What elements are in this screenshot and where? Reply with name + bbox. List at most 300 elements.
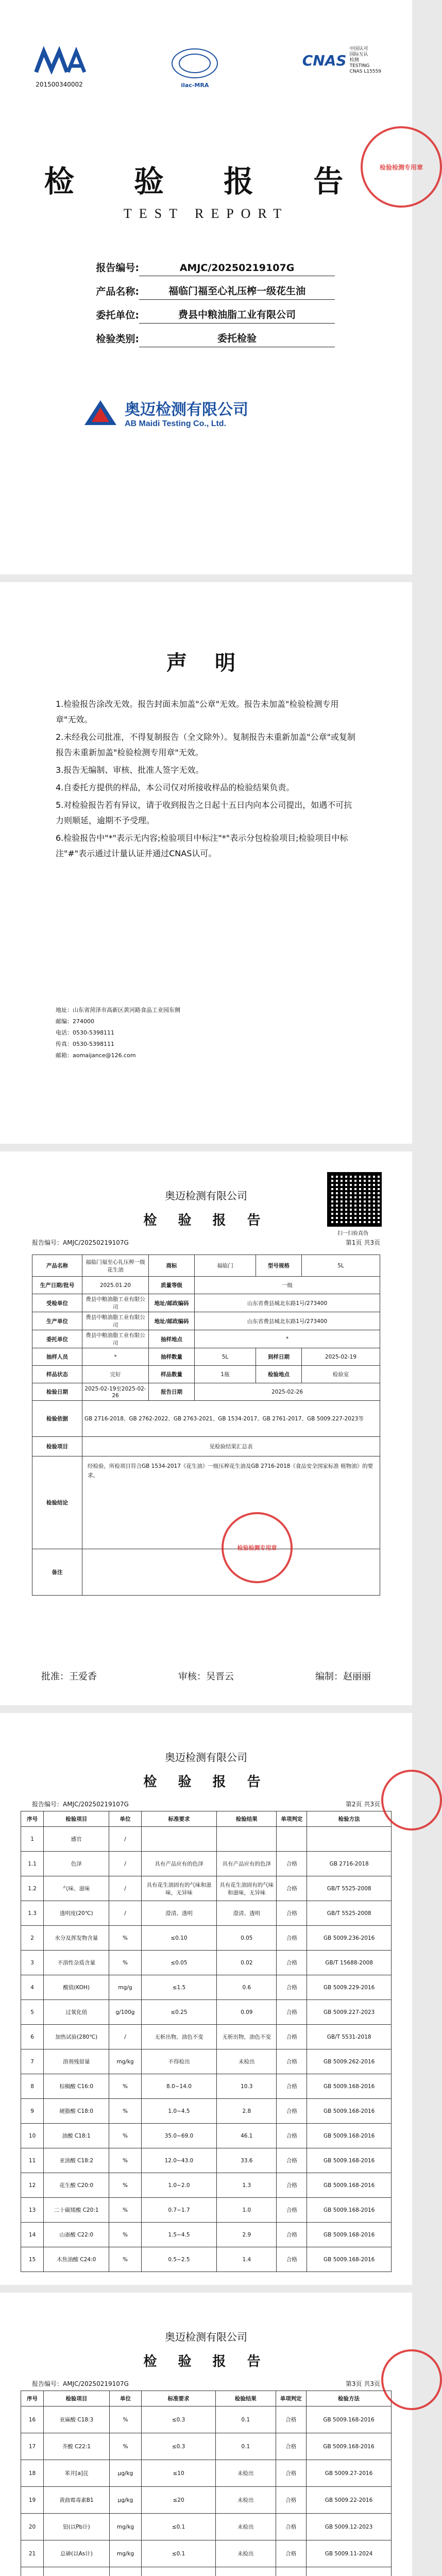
- table-row: [32, 1255, 380, 1277]
- table-cell: ≤0.1: [142, 2514, 216, 2540]
- table-cell: GB 5009.168-2016: [307, 2074, 392, 2099]
- cell-label: 备注: [32, 1549, 82, 1596]
- report-number: 报告编号：AMJC/20250219107G: [32, 1239, 129, 1246]
- table-row: [21, 2025, 392, 2049]
- table-row: [21, 1876, 392, 1901]
- table-cell: GB 5009.168-2016: [307, 2406, 392, 2433]
- table-cell: 17: [21, 2433, 44, 2460]
- table-cell: GB 5009.11-2024: [307, 2540, 392, 2567]
- table-cell: 1.3: [21, 1901, 44, 1926]
- table-cell: 10.3: [217, 2074, 277, 2099]
- table-cell: %: [109, 2099, 141, 2124]
- table-cell: [44, 2567, 110, 2576]
- cell-label: 检验地点: [256, 1366, 302, 1383]
- table-cell: 7: [21, 2049, 44, 2074]
- table-row: [32, 1348, 380, 1366]
- table-row: [21, 2514, 392, 2540]
- table-cell: 合格: [277, 2124, 307, 2148]
- table-cell: 合格: [277, 2173, 307, 2198]
- table-header-row: [21, 1811, 392, 1827]
- table-cell: mg/kg: [109, 2540, 141, 2567]
- table-cell: GB 5009.27-2016: [307, 2460, 392, 2487]
- table-cell: %: [109, 2247, 141, 2272]
- column-header: 单项判定: [276, 2391, 306, 2406]
- cnas-line: 国际互认: [349, 52, 368, 57]
- table-cell: GB/T 5531-2018: [307, 2025, 392, 2049]
- column-header: 单位: [109, 1811, 141, 1827]
- report-number: 报告编号：AMJC/20250219107G: [32, 1801, 129, 1808]
- table-cell: 铅(以Pb计): [44, 2514, 110, 2540]
- table-row: [21, 2406, 392, 2433]
- table-cell: 12.0~43.0: [141, 2148, 216, 2173]
- contact-line: 传真：0530-5398111: [56, 1041, 114, 1047]
- cell-value: 福临门福至心礼压榨一级花生油: [82, 1255, 149, 1277]
- page-number: 第3页 共3页: [345, 2380, 380, 2387]
- table-cell: 合格: [277, 1901, 307, 1926]
- table-cell: g/100g: [109, 2000, 141, 2025]
- table-cell: ≤0.25: [141, 2000, 216, 2025]
- table-cell: ≤10: [142, 2460, 216, 2487]
- table-row: [32, 1437, 380, 1456]
- table-cell: ≤20: [142, 2487, 216, 2514]
- table-row: [32, 1366, 380, 1383]
- table-cell: [216, 2567, 276, 2576]
- table-cell: 0.1: [216, 2433, 276, 2460]
- cell-value: 2025-02-19至2025-02-26: [82, 1383, 149, 1401]
- table-cell: ≤0.05: [141, 1951, 216, 1975]
- cell-value: 费县中粮油脂工业有限公司: [82, 1294, 149, 1312]
- table-cell: GB/T 5525-2008: [307, 1876, 392, 1901]
- table-row: [21, 2247, 392, 2272]
- info-row: [67, 324, 335, 347]
- cell-label: 质量等级: [149, 1277, 195, 1294]
- cma-logo: [31, 46, 88, 88]
- column-header: 序号: [21, 1811, 44, 1827]
- table-row: [32, 1456, 380, 1549]
- table-cell: 0.5~2.5: [141, 2247, 216, 2272]
- table-cell: 0.1: [216, 2406, 276, 2433]
- table-cell: 色泽: [44, 1852, 109, 1876]
- table-row: [21, 2487, 392, 2514]
- cell-value: 山东省费县城北东路1号/273400: [195, 1312, 380, 1330]
- table-row: [21, 1852, 392, 1876]
- table-cell: 棕榈酸 C16:0: [44, 2074, 109, 2099]
- cma-number: 201500340002: [36, 81, 83, 88]
- table-cell: GB 5009.168-2016: [307, 2099, 392, 2124]
- qr-label: 扫一扫验真伪: [337, 1231, 368, 1236]
- table-cell: 未检出: [216, 2514, 276, 2540]
- table-cell: 0.09: [217, 2000, 277, 2025]
- table-cell: 酸值(KOH): [44, 1975, 109, 2000]
- table-cell: %: [109, 2198, 141, 2223]
- table-cell: mg/kg: [109, 2514, 141, 2540]
- cover-stamp: [361, 126, 442, 208]
- table-cell: 具有花生油固有的气味和滋味，无异味: [141, 1876, 216, 1901]
- cover-title: 检 验 报 告: [44, 164, 368, 199]
- column-header: 检验项目: [44, 2391, 110, 2406]
- cell-label: 样品状态: [32, 1366, 82, 1383]
- table-row: [21, 2148, 392, 2173]
- column-header: 序号: [21, 2391, 44, 2406]
- side-stamp: [381, 1770, 442, 1831]
- signature-row: [41, 1669, 371, 1683]
- table-cell: GB 5009.22-2016: [307, 2487, 392, 2514]
- table-cell: GB 5009.168-2016: [307, 2223, 392, 2247]
- statement-item: 4.自委托方提供的样品，本公司仅对所接收样品的检验结果负责。: [56, 783, 295, 792]
- table-cell: μg/kg: [109, 2460, 141, 2487]
- table-cell: 合格: [276, 2540, 306, 2567]
- info-value: 福临门福至心礼压榨一级花生油: [139, 283, 335, 300]
- column-header: 检验项目: [44, 1811, 109, 1827]
- cover-subtitle: TEST REPORT: [123, 206, 289, 221]
- table-cell: 3: [21, 1951, 44, 1975]
- table-cell: GB 5009.168-2016: [307, 2173, 392, 2198]
- table-cell: [141, 1827, 216, 1852]
- table-cell: 1.0: [217, 2198, 277, 2223]
- cell-value: 费县中粮油脂工业有限公司: [82, 1312, 149, 1330]
- table-cell: 未检出: [217, 2049, 277, 2074]
- table-cell: /: [109, 2025, 141, 2049]
- table-cell: 具有产品应有的色泽: [141, 1852, 216, 1876]
- table-cell: GB 2716-2018: [307, 1852, 392, 1876]
- info-label: 检验类别:: [96, 333, 139, 345]
- table-cell: 二十碳烯酸 C20:1: [44, 2198, 109, 2223]
- info-label: 报告编号:: [96, 262, 139, 274]
- page-company: 奥迈检测有限公司: [165, 1190, 247, 1202]
- table-row: [21, 1975, 392, 2000]
- statement-item: 2.未经我公司批准，不得复制报告（全文除外）。复制报告未重新加盖"公章"或复制报告未重新加盖"检验检测专用章"无效。: [56, 732, 355, 757]
- company-name-en: AB Maidi Testing Co., Ltd.: [125, 419, 227, 428]
- cell-value: *: [82, 1348, 149, 1366]
- table-row: [32, 1277, 380, 1294]
- statement-heading: 声 明: [166, 651, 246, 675]
- table-cell: 10: [21, 2124, 44, 2148]
- table-cell: 11: [21, 2148, 44, 2173]
- table-cell: 13: [21, 2198, 44, 2223]
- column-header: 标准要求: [142, 2391, 216, 2406]
- cell-label: 抽样人员: [32, 1348, 82, 1366]
- report-page-1: [0, 1151, 412, 1705]
- table-cell: GB 5009.229-2016: [307, 1975, 392, 2000]
- table-cell: 12: [21, 2173, 44, 2198]
- table-cell: 合格: [277, 1876, 307, 1901]
- table-cell: [307, 2567, 392, 2576]
- info-row: [67, 276, 335, 300]
- table-cell: 澄清、透明: [217, 1901, 277, 1926]
- table-cell: 总砷(以As计): [44, 2540, 110, 2567]
- table-cell: 具有产品应有的色泽: [217, 1852, 277, 1876]
- table-cell: [217, 1827, 277, 1852]
- info-value: 委托检验: [139, 331, 335, 347]
- editor: 编制：赵丽丽: [315, 1671, 371, 1682]
- table-cell: 合格: [277, 2223, 307, 2247]
- table-cell: 0.7~1.7: [141, 2198, 216, 2223]
- cell-label: 生产日期/批号: [32, 1277, 82, 1294]
- cell-label: 检验结论: [32, 1456, 82, 1549]
- table-cell: GB 5009.168-2016: [307, 2198, 392, 2223]
- table-cell: 花生酸 C20:0: [44, 2173, 109, 2198]
- cell-value: 见检验结果汇总表: [82, 1437, 380, 1456]
- results-table: [21, 2391, 392, 2576]
- page-number: 第2页 共3页: [345, 1801, 380, 1808]
- table-cell: 4: [21, 1975, 44, 2000]
- table-cell: 不得检出: [141, 2049, 216, 2074]
- table-cell: %: [109, 2433, 141, 2460]
- table-cell: GB 5009.262-2016: [307, 2049, 392, 2074]
- cell-label: 报告日期: [149, 1383, 195, 1401]
- table-cell: /: [109, 1852, 141, 1876]
- cover-page: [0, 0, 423, 574]
- cell-label: 地址/邮政编码: [149, 1312, 195, 1330]
- info-row: [67, 300, 335, 324]
- table-cell: ≤0.1: [142, 2540, 216, 2567]
- cell-label: 抽样地点: [149, 1330, 195, 1348]
- table-cell: 2.9: [217, 2223, 277, 2247]
- table-row: [21, 2074, 392, 2099]
- table-cell: 0.6: [217, 1975, 277, 2000]
- table-cell: 5: [21, 2000, 44, 2025]
- ilac-label: ilac-MRA: [181, 82, 209, 89]
- side-stamp: [381, 2349, 442, 2410]
- table-cell: %: [109, 2074, 141, 2099]
- table-cell: 1: [21, 1827, 44, 1852]
- info-row: [67, 252, 335, 276]
- table-row: [21, 2223, 392, 2247]
- table-cell: ≤0.10: [141, 1926, 216, 1951]
- statement-item: 3.报告无编制、审核、批准人签字无效。: [56, 765, 204, 775]
- table-cell: ≤0.3: [142, 2433, 216, 2460]
- table-cell: ≤0.3: [142, 2406, 216, 2433]
- table-cell: 油酸 C18:1: [44, 2124, 109, 2148]
- cell-value: 一级: [195, 1277, 380, 1294]
- page-number: 第1页 共3页: [345, 1239, 380, 1246]
- table-cell: GB 5009.236-2016: [307, 1926, 392, 1951]
- cell-label: 抽样数量: [149, 1348, 195, 1366]
- page-title: 检 验 报 告: [143, 2354, 269, 2369]
- cnas-mark: CNAS: [302, 52, 347, 69]
- table-cell: 15: [21, 2247, 44, 2272]
- table-cell: %: [109, 2223, 141, 2247]
- table-cell: 不溶性杂质含量: [44, 1951, 109, 1975]
- table-cell: 无析出物，油色不变: [217, 2025, 277, 2049]
- inspection-stamp-text: 检验检测专用章: [237, 1545, 277, 1551]
- company-name-cn: 奥迈检测有限公司: [125, 401, 248, 419]
- table-row: [32, 1294, 380, 1312]
- column-header: 检验结果: [216, 2391, 276, 2406]
- table-cell: %: [109, 1926, 141, 1951]
- table-cell: 合格: [277, 2198, 307, 2223]
- table-row: [21, 2173, 392, 2198]
- table-cell: 亚油酸 C18:2: [44, 2148, 109, 2173]
- column-header: 检验方法: [307, 2391, 392, 2406]
- table-cell: GB 5009.227-2023: [307, 2000, 392, 2025]
- page-header-line: [32, 1800, 380, 1808]
- contact-line: 邮箱：aomaijance@126.com: [56, 1052, 136, 1059]
- table-cell: 合格: [276, 2433, 306, 2460]
- page-header-line: [32, 2379, 380, 2388]
- table-row: [21, 2198, 392, 2223]
- table-cell: /: [109, 1827, 141, 1852]
- table-cell: 合格: [277, 1975, 307, 2000]
- cell-value: 完好: [82, 1366, 149, 1383]
- page-company: 奥迈检测有限公司: [165, 1751, 247, 1764]
- table-row: [21, 2460, 392, 2487]
- table-cell: 苯并[a]芘: [44, 2460, 110, 2487]
- summary-table: [32, 1255, 380, 1596]
- contact-block: [56, 1005, 180, 1061]
- qr-code: [327, 1172, 382, 1227]
- table-cell: 46.1: [217, 2124, 277, 2148]
- table-cell: 1.3: [217, 2173, 277, 2198]
- approver: 批准：王爱香: [41, 1671, 97, 1682]
- table-cell: 33.6: [217, 2148, 277, 2173]
- info-value: 费县中粮油脂工业有限公司: [139, 307, 335, 324]
- contact-line: 电话：0530-5398111: [56, 1029, 114, 1036]
- table-cell: 合格: [277, 2148, 307, 2173]
- table-cell: mg/kg: [109, 2049, 141, 2074]
- company-emblem-icon: [82, 398, 118, 427]
- cell-value: GB 2716-2018、GB 2762-2022、GB 2763-2021、GB 1534-2017、GB 2761-2017、GB 5009.227-2023等: [82, 1401, 380, 1437]
- table-cell: 14: [21, 2223, 44, 2247]
- table-row: [21, 1951, 392, 1975]
- info-label: 委托单位:: [96, 310, 139, 321]
- table-cell: 澄清、透明: [141, 1901, 216, 1926]
- cell-value: 2025.01.20: [82, 1277, 149, 1294]
- table-cell: 0.02: [217, 1951, 277, 1975]
- table-cell: GB 5009.168-2016: [307, 2247, 392, 2272]
- table-row: [21, 2124, 392, 2148]
- table-cell: 硬脂酸 C18:0: [44, 2099, 109, 2124]
- table-cell: /: [109, 1876, 141, 1901]
- table-cell: μg/kg: [109, 2487, 141, 2514]
- table-cell: 加热试验(280℃): [44, 2025, 109, 2049]
- table-cell: GB/T 15688-2008: [307, 1951, 392, 1975]
- results-table: [21, 1811, 392, 2272]
- statement-item: 5.对检验报告若有异议，请于收到报告之日起十五日内向本公司提出，如遇不可抗力则顺延，逾期不予受理。: [56, 800, 352, 825]
- table-row: [32, 1312, 380, 1330]
- cell-label: 产品名称: [32, 1255, 82, 1277]
- table-row: [21, 1827, 392, 1852]
- cnas-line: 中国认可: [349, 46, 368, 52]
- cnas-lines: [350, 46, 381, 75]
- table-cell: 1.0~4.5: [141, 2099, 216, 2124]
- statement-item: 1.检验报告涂改无效。报告封面未加盖"公章"无效。报告未加盖"检验检测专用章"无效。: [56, 699, 339, 724]
- table-row: [32, 1330, 380, 1348]
- table-cell: 未检出: [216, 2460, 276, 2487]
- table-cell: 1.4: [217, 2247, 277, 2272]
- table-cell: 亚麻酸 C18:3: [44, 2406, 110, 2433]
- cnas-line: CNAS L15559: [349, 69, 381, 74]
- table-row: [32, 1401, 380, 1437]
- cell-value: 1瓶: [195, 1366, 256, 1383]
- table-cell: 合格: [277, 2025, 307, 2049]
- table-cell: 16: [21, 2406, 44, 2433]
- table-row: [21, 1926, 392, 1951]
- cell-value: 福临门: [195, 1255, 256, 1277]
- table-cell: 合格: [276, 2406, 306, 2433]
- table-cell: 1.2: [21, 1876, 44, 1901]
- column-header: 标准要求: [141, 1811, 216, 1827]
- table-cell: 2: [21, 1926, 44, 1951]
- cell-value: 经检验，所检项目符合GB 1534-2017《花生油》一级压榨花生油及GB 2716-2018《食品安全国家标准 植物油》的要求。: [82, 1456, 380, 1549]
- cell-value: 检验室: [302, 1366, 380, 1383]
- table-cell: 合格: [277, 2049, 307, 2074]
- table-cell: 无析出物，油色不变: [141, 2025, 216, 2049]
- inspection-stamp: [222, 1512, 293, 1583]
- table-row: [21, 2000, 392, 2025]
- cell-label: 型号规格: [256, 1255, 302, 1277]
- table-cell: 合格: [277, 2099, 307, 2124]
- table-cell: 水分及挥发物含量: [44, 1926, 109, 1951]
- table-cell: 18: [21, 2460, 44, 2487]
- table-cell: 35.0~69.0: [141, 2124, 216, 2148]
- table-cell: [142, 2567, 216, 2576]
- table-cell: 气味、滋味: [44, 1876, 109, 1901]
- cell-label: 检验日期: [32, 1383, 82, 1401]
- table-cell: 山嵛酸 C22:0: [44, 2223, 109, 2247]
- table-header-row: [21, 2391, 392, 2406]
- table-cell: 2.8: [217, 2099, 277, 2124]
- table-cell: mg/g: [109, 1975, 141, 2000]
- table-cell: 具有花生油固有的气味和滋味，无异味: [217, 1876, 277, 1901]
- reviewer: 审核：吴晋云: [178, 1671, 234, 1682]
- table-cell: /: [109, 1901, 141, 1926]
- table-cell: 8.0~14.0: [141, 2074, 216, 2099]
- cell-label: 委托单位: [32, 1330, 82, 1348]
- table-cell: 合格: [277, 1852, 307, 1876]
- column-header: 单位: [109, 2391, 141, 2406]
- table-row: [21, 2099, 392, 2124]
- table-cell: 21: [21, 2540, 44, 2567]
- table-cell: 合格: [276, 2487, 306, 2514]
- cover-logos: [31, 46, 381, 89]
- table-cell: 合格: [277, 2000, 307, 2025]
- table-cell: 合格: [277, 1926, 307, 1951]
- table-cell: GB 5009.168-2016: [307, 2433, 392, 2460]
- column-header: 检验结果: [217, 1811, 277, 1827]
- cell-label: 商标: [149, 1255, 195, 1277]
- ilac-logo: [169, 46, 220, 89]
- cover-info: [67, 252, 335, 347]
- table-cell: 0.05: [217, 1926, 277, 1951]
- company-logo: [82, 397, 248, 429]
- table-cell: 1.1: [21, 1852, 44, 1876]
- page-title: 检 验 报 告: [143, 1213, 269, 1228]
- table-cell: [307, 1827, 392, 1852]
- cell-value: *: [195, 1330, 380, 1348]
- table-cell: %: [109, 2406, 141, 2433]
- table-cell: %: [109, 2124, 141, 2148]
- table-cell: 未检出: [216, 2540, 276, 2567]
- contact-line: 邮编：274000: [56, 1018, 94, 1025]
- column-header: 检验方法: [307, 1811, 392, 1827]
- table-cell: [21, 2567, 44, 2576]
- cell-label: 生产单位: [32, 1312, 82, 1330]
- table-cell: 1.5~4.5: [141, 2223, 216, 2247]
- table-cell: 合格: [277, 2247, 307, 2272]
- table-cell: GB 5009.168-2016: [307, 2124, 392, 2148]
- table-row: [21, 2433, 392, 2460]
- table-row: [21, 2049, 392, 2074]
- info-label: 产品名称:: [96, 286, 139, 297]
- table-cell: 合格: [277, 2074, 307, 2099]
- cell-label: 样品数量: [149, 1366, 195, 1383]
- table-cell: 8: [21, 2074, 44, 2099]
- table-cell: %: [109, 1951, 141, 1975]
- report-page-2: [0, 1713, 412, 2285]
- cell-value: 2025-02-19: [302, 1348, 380, 1366]
- table-cell: [277, 1827, 307, 1852]
